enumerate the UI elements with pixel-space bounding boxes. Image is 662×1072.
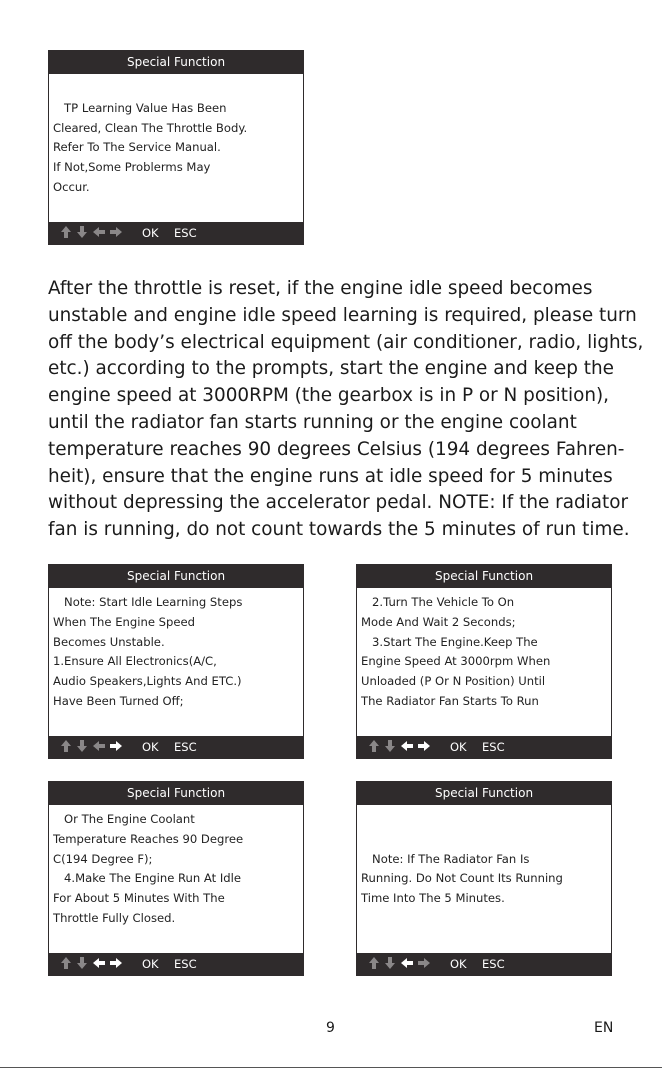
paragraph-line: etc.) according to the prompts, start the engine and keep the: [48, 358, 614, 380]
message-line: TP Learning Value Has Been: [53, 100, 227, 115]
paragraph-line: off the body’s electrical equipment (air conditioner, radio, lights,: [48, 331, 644, 353]
esc-button[interactable]: ESC: [482, 740, 505, 754]
arrow-down-icon[interactable]: [383, 955, 397, 971]
message-line: Have Been Turned Off;: [53, 693, 184, 708]
esc-button[interactable]: ESC: [174, 957, 197, 971]
ok-button[interactable]: OK: [142, 740, 159, 754]
arrow-down-icon[interactable]: [75, 955, 89, 971]
screen-title: Special Function: [49, 565, 303, 588]
esc-button[interactable]: ESC: [174, 226, 197, 240]
instruction-paragraph: [48, 276, 644, 544]
screen-title: Special Function: [357, 565, 611, 588]
arrow-right-icon[interactable]: [417, 955, 431, 971]
arrow-up-icon[interactable]: [59, 738, 73, 754]
screen-fan-note: [356, 781, 612, 976]
ok-button[interactable]: OK: [142, 957, 159, 971]
message-line: 2.Turn The Vehicle To On: [361, 595, 515, 609]
arrow-left-icon[interactable]: [92, 955, 106, 971]
arrow-down-icon[interactable]: [75, 224, 89, 240]
message-line: Mode And Wait 2 Seconds;: [361, 614, 516, 629]
paragraph-line: heit), ensure that the engine runs at idle speed for 5 minutes: [48, 465, 613, 487]
arrow-right-icon[interactable]: [417, 738, 431, 754]
screen-footer: [357, 736, 611, 758]
message-line: For About 5 Minutes With The: [53, 891, 225, 906]
message-line: C(194 Degree F);: [53, 851, 153, 866]
ok-button[interactable]: OK: [142, 226, 159, 240]
arrow-down-icon[interactable]: [383, 738, 397, 754]
screen-title: Special Function: [49, 51, 303, 74]
message-line: Becomes Unstable.: [53, 634, 165, 649]
arrow-down-icon[interactable]: [75, 738, 89, 754]
screen-message: [361, 588, 607, 736]
ok-button[interactable]: OK: [450, 957, 467, 971]
message-line: Engine Speed At 3000rpm When: [361, 654, 551, 669]
arrow-left-icon[interactable]: [92, 738, 106, 754]
screen-message: [53, 805, 299, 953]
arrow-left-icon[interactable]: [400, 738, 414, 754]
bottom-rule: [0, 1067, 662, 1068]
arrow-up-icon[interactable]: [59, 955, 73, 971]
message-line: Occur.: [53, 179, 90, 194]
language-code: EN: [594, 1020, 614, 1036]
paragraph-line: fan is running, do not count towards the 5 minutes of run time.: [48, 519, 630, 541]
screen-tp-cleared: [48, 50, 304, 245]
message-line: Throttle Fully Closed.: [53, 910, 176, 925]
message-line: Cleared, Clean The Throttle Body.: [53, 120, 248, 135]
message-line: Or The Engine Coolant: [53, 812, 195, 826]
message-line: When The Engine Speed: [53, 614, 195, 629]
message-line: Audio Speakers,Lights And ETC.): [53, 674, 242, 689]
message-line: 1.Ensure All Electronics(A/C,: [53, 654, 217, 669]
screen-title: Special Function: [49, 782, 303, 805]
message-line: Temperature Reaches 90 Degree: [53, 831, 244, 846]
page-number: 9: [326, 1020, 335, 1036]
ok-button[interactable]: OK: [450, 740, 467, 754]
screen-title: Special Function: [357, 782, 611, 805]
screen-idle-step-1: [48, 564, 304, 759]
screen-message: [53, 74, 299, 222]
arrow-left-icon[interactable]: [400, 955, 414, 971]
screen-message: [361, 805, 607, 953]
message-line: Time Into The 5 Minutes.: [361, 891, 505, 906]
message-line: 3.Start The Engine.Keep The: [361, 634, 538, 649]
message-line: Note: If The Radiator Fan Is: [361, 851, 530, 866]
arrow-right-icon[interactable]: [109, 955, 123, 971]
screen-footer: [49, 736, 303, 758]
message-line: Unloaded (P Or N Position) Until: [361, 674, 546, 689]
screen-idle-step-4: [48, 781, 304, 976]
message-line: Refer To The Service Manual.: [53, 140, 221, 155]
paragraph-line: unstable and engine idle speed learning is required, please turn: [48, 304, 637, 326]
paragraph-line: until the radiator fan starts running or the engine coolant: [48, 411, 577, 433]
arrow-up-icon[interactable]: [59, 224, 73, 240]
arrow-left-icon[interactable]: [92, 224, 106, 240]
paragraph-line: engine speed at 3000RPM (the gearbox is in P or N position),: [48, 385, 610, 407]
paragraph-line: without depressing the accelerator pedal. NOTE: If the radiator: [48, 492, 629, 514]
paragraph-line: temperature reaches 90 degrees Celsius (194 degrees Fahren-: [48, 438, 625, 460]
arrow-up-icon[interactable]: [367, 738, 381, 754]
screen-footer: [49, 953, 303, 975]
message-line: The Radiator Fan Starts To Run: [361, 693, 539, 708]
message-line: Note: Start Idle Learning Steps: [53, 595, 243, 609]
message-line: 4.Make The Engine Run At Idle: [53, 871, 242, 886]
paragraph-line: After the throttle is reset, if the engine idle speed becomes: [48, 278, 593, 299]
arrow-right-icon[interactable]: [109, 738, 123, 754]
screen-footer: [357, 953, 611, 975]
arrow-right-icon[interactable]: [109, 224, 123, 240]
esc-button[interactable]: ESC: [482, 957, 505, 971]
esc-button[interactable]: ESC: [174, 740, 197, 754]
arrow-up-icon[interactable]: [367, 955, 381, 971]
message-line: Running. Do Not Count Its Running: [361, 871, 563, 886]
screen-message: [53, 588, 299, 736]
screen-idle-step-2-3: [356, 564, 612, 759]
message-line: If Not,Some Problerms May: [53, 160, 211, 175]
screen-footer: [49, 222, 303, 244]
